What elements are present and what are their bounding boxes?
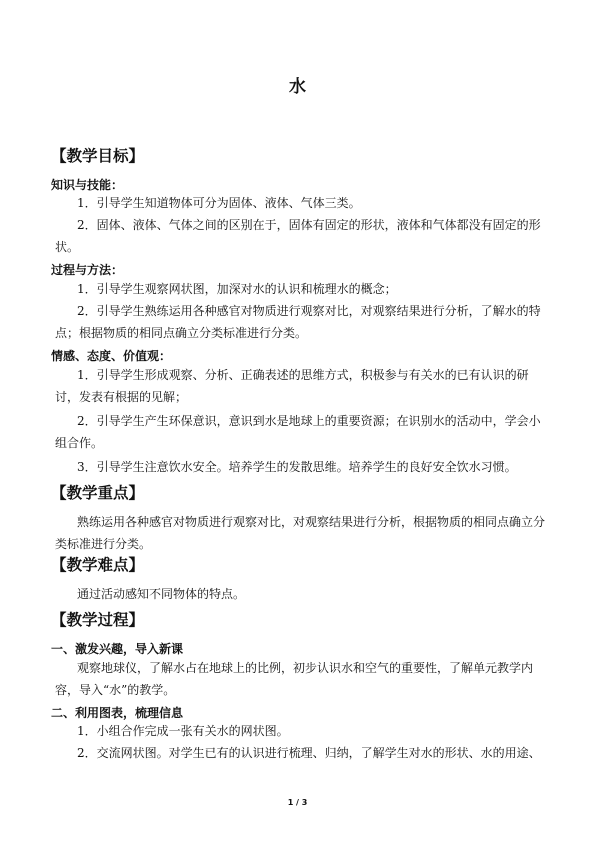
paragraph-process-2: 2．引导学生熟练运用各种感官对物质进行观察对比，对观察结果进行分析，了解水的特点；根据物质的相同点确立分类标准进行分类。 [55, 304, 541, 340]
subheading-process: 过程与方法： [51, 263, 124, 277]
section-heading-process: 【教学过程】 [51, 610, 145, 629]
page-number: 1 / 3 [287, 798, 308, 807]
paragraph-emotion-3: 3．引导学生注意饮水安全。培养学生的发散思维。培养学生的良好安全饮水习惯。 [77, 460, 517, 474]
paragraph-difficulties: 通过活动感知不同物体的特点。 [77, 587, 246, 601]
paragraph-key-points: 熟练运用各种感官对物质进行观察对比，对观察结果进行分析，根据物质的相同点确立分类标准进行分类。 [55, 515, 546, 551]
paragraph-emotion-1: 1．引导学生形成观察、分析、正确表述的思维方式，积极参与有关水的已有认识的研讨，发表有根据的见解； [55, 368, 529, 404]
subheading-step-1: 一、激发兴趣，导入新课 [51, 642, 184, 656]
paragraph-knowledge-1: 1．引导学生知道物体可分为固体、液体、气体三类。 [77, 196, 361, 210]
paragraph-process-1: 1．引导学生观察网状图，加深对水的认识和梳理水的概念； [77, 282, 397, 296]
subheading-knowledge: 知识与技能： [51, 178, 124, 192]
document-title: 水 [289, 77, 306, 97]
section-heading-key-points: 【教学重点】 [51, 483, 145, 502]
section-heading-difficulties: 【教学难点】 [51, 555, 145, 574]
paragraph-step-1: 观察地球仪，了解水占在地球上的比例，初步认识水和空气的重要性，了解单元教学内容，导入“水”的教学。 [55, 661, 534, 697]
subheading-emotion: 情感、态度、价值观： [51, 349, 172, 363]
section-heading-objectives: 【教学目标】 [51, 146, 145, 165]
paragraph-step-2-1: 1．小组合作完成一张有关水的网状图。 [77, 724, 289, 738]
paragraph-emotion-2: 2．引导学生产生环保意识，意识到水是地球上的重要资源；在识别水的活动中，学会小组合作。 [55, 414, 541, 450]
subheading-step-2: 二、利用图表，梳理信息 [51, 706, 184, 720]
paragraph-step-2-2: 2．交流网状图。对学生已有的认识进行梳理、归纳，了解学生对水的形状、水的用途、 [77, 746, 541, 760]
paragraph-knowledge-2: 2．固体、液体、气体之间的区别在于，固体有固定的形状，液体和气体都没有固定的形状。 [55, 218, 541, 254]
